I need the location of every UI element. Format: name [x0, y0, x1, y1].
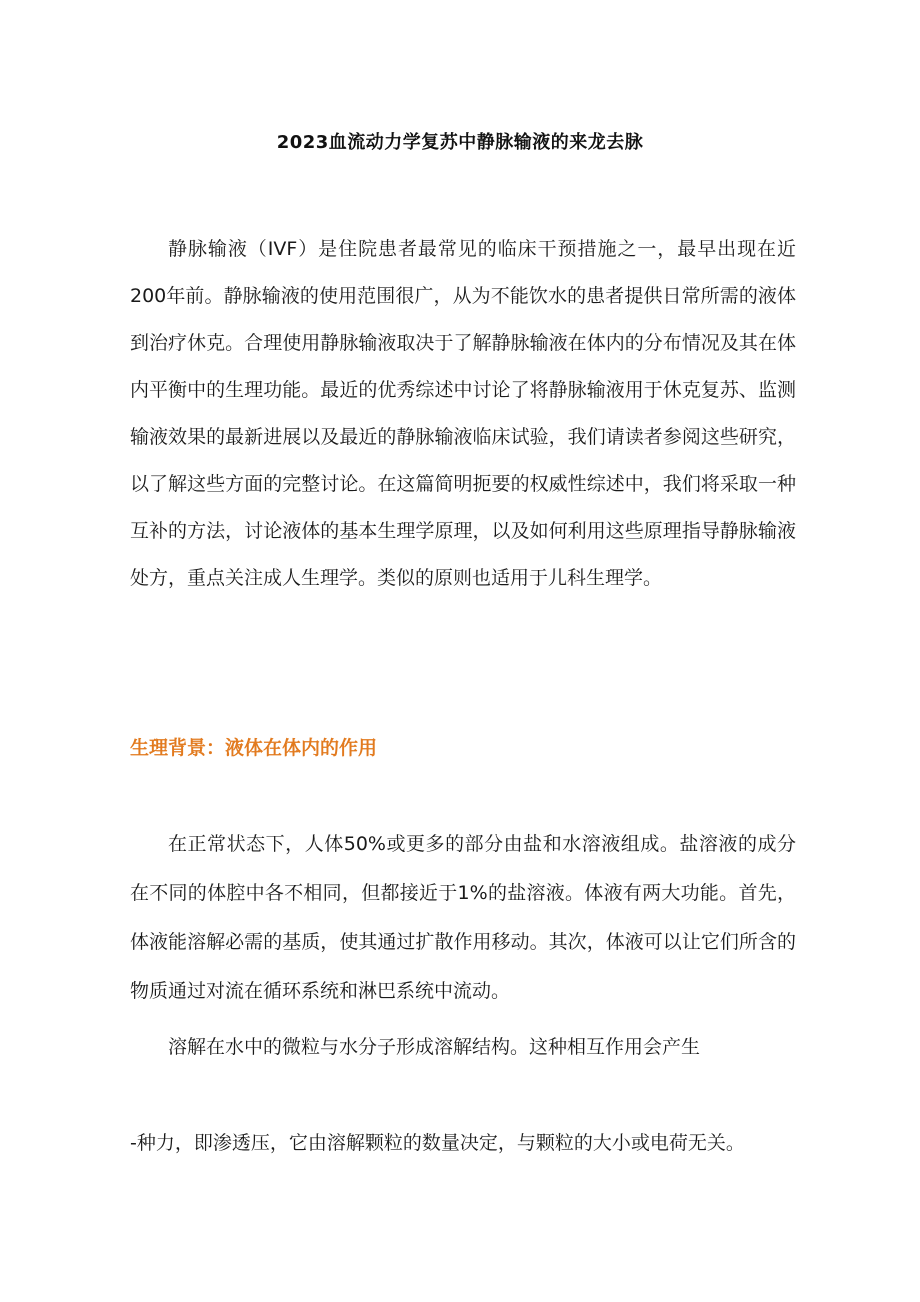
document-title: 2023血流动力学复苏中静脉输液的来龙去脉 — [276, 132, 644, 153]
intro-paragraph: 静脉输液（IVF）是住院患者最常见的临床干预措施之一，最早出现在近200年前。静脉输液的使用范围很广，从为不能饮水的患者提供日常所需的液体到治疗休克。合理使用静脉输液取决于了解静脉输液在体内的分布情况及其在体内平衡中的生理功能。最近的优秀综述中讨论了将静脉输液用于休克复苏、监测输液效果的最新进展以及最近的静脉输液临床试验，我们请读者参阅这些研究，以了解这些方面的完整讨论。在这篇简明扼要的权威性综述中，我们将采取一种互补的方法，讨论液体的基本生理学原理，以及如何利用这些原理指导静脉输液处方，重点关注成人生理学。类似的原则也适用于儿科生理学。 — [130, 238, 796, 589]
section-paragraph-1: 在正常状态下，人体50%或更多的部分由盐和水溶液组成。盐溶液的成分在不同的体腔中各不相同，但都接近于1%的盐溶液。体液有两大功能。首先，体液能溶解必需的基质，使其通过扩散作用移动。其次，体液可以让它们所含的物质通过对流在循环系统和淋巴系统中流动。 — [130, 833, 796, 1002]
section-paragraph-2: 溶解在水中的微粒与水分子形成溶解结构。这种相互作用会产生 — [168, 1036, 701, 1058]
section-heading: 生理背景：液体在体内的作用 — [130, 737, 378, 759]
section-paragraph-3: -种力，即渗透压，它由溶解颗粒的数量决定，与颗粒的大小或电荷无关。 — [130, 1132, 745, 1154]
